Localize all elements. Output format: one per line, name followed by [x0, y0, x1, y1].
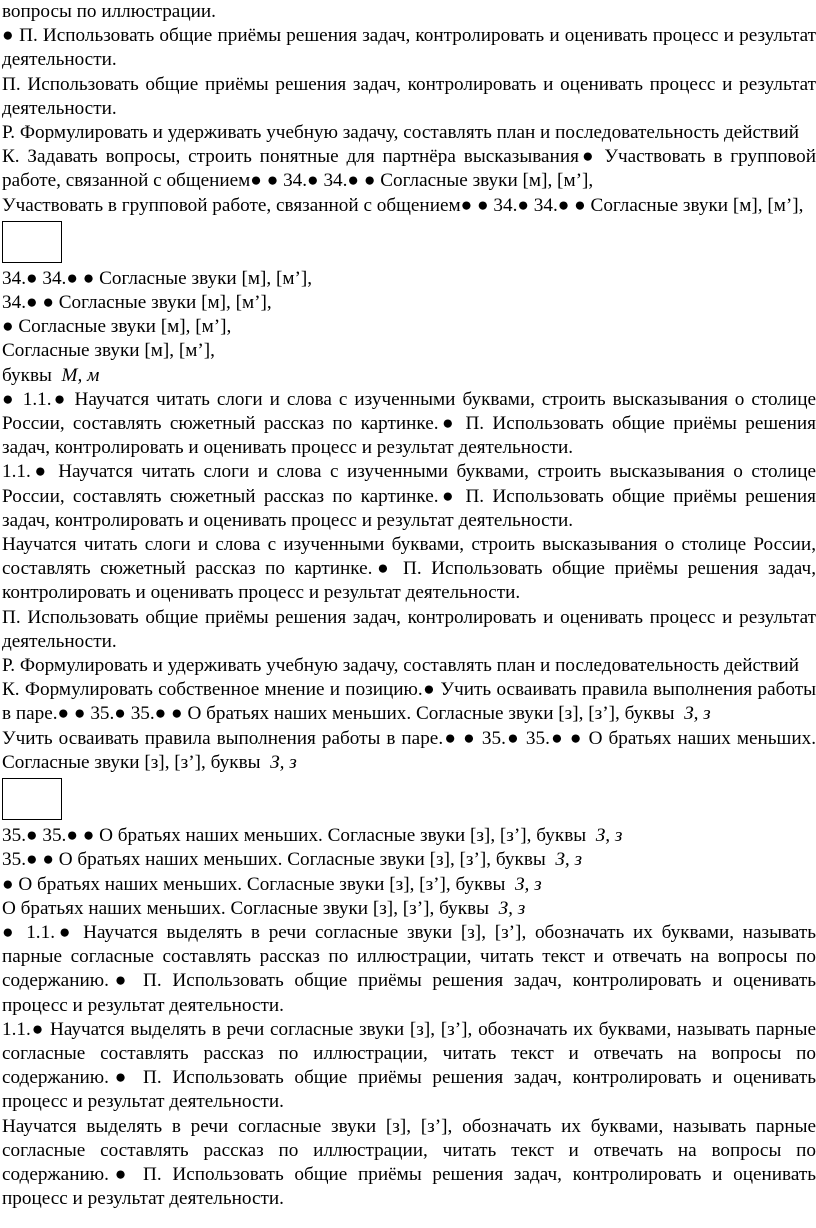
text-line-8: 34.● ● Согласные звуки [м], [м’], [2, 292, 272, 314]
text-paragraph-2: ● П. Использовать общие приёмы решения задач, контролировать и оценивать процесс и результат деятельности. [2, 25, 816, 71]
text-paragraph-16: Р. Формулировать и удерживать учебную задачу, составлять план и последовательность действий [2, 655, 800, 677]
text-line-21 [2, 873, 816, 897]
letters-italic: З, з [684, 703, 711, 725]
text-line-10: Согласные звуки [м], [м’], [2, 340, 215, 362]
text-paragraph-5: К. Задавать вопросы, строить понятные для партнёра высказывания● Участвовать в групповой работе, связанной с общением● ● 34.● 34.● ● Согласные звуки [м], [м’], [2, 146, 816, 192]
text-paragraph-18 [2, 727, 816, 775]
empty-image-box [2, 221, 62, 263]
letters-italic: З, з [270, 751, 297, 773]
line-19-text: 35.● 35.● ● О братьях наших меньших. Согласные звуки [з], [з’], буквы [2, 825, 587, 847]
letters-italic: З, з [595, 825, 623, 847]
text-paragraph-25: Научатся выделять в речи согласные звуки [з], [з’], обозначать их буквами, называть парные согласные составлять рассказ по иллюстрации, читать текст и отвечать на вопросы по содержанию.● П. Использовать общие приёмы решения задач, контролировать и оценивать процесс и результат деятельности. [2, 1115, 816, 1210]
text-line-20 [2, 848, 816, 872]
text-line-11 [2, 364, 816, 388]
text-paragraph-13: 1.1.● Научатся читать слоги и слова с изученными буквами, строить высказывания о столице России, составлять сюжетный рассказ по картинке.● П. Использовать общие приёмы решения задач, контролировать и оценивать процесс и результат деятельности. [2, 461, 816, 531]
line-22-text: О братьях наших меньших. Согласные звуки [з], [з’], буквы [2, 897, 490, 919]
text-paragraph-17 [2, 678, 816, 726]
text-paragraph-23: ● 1.1.● Научатся выделять в речи согласные звуки [з], [з’], обозначать их буквами, называть парные согласные составлять рассказ по иллюстрации, читать текст и отвечать на вопросы по содержанию.● П. Использовать общие приёмы решения задач, контролировать и оценивать процесс и результат деятельности. [2, 921, 816, 1016]
text-paragraph-15: П. Использовать общие приёмы решения задач, контролировать и оценивать процесс и результат деятельности. [2, 606, 816, 652]
letters-italic: З, з [555, 849, 582, 871]
letters-label: буквы [2, 364, 52, 386]
line-20-text: 35.● ● О братьях наших меньших. Согласные звуки [з], [з’], буквы [2, 849, 546, 871]
text-paragraph-14: Научатся читать слоги и слова с изученными буквами, строить высказывания о столице России, составлять сюжетный рассказ по картинке.● П. Использовать общие приёмы решения задач, контролировать и оценивать процесс и результат деятельности. [2, 534, 816, 604]
text-line-1: вопросы по иллюстрации. [2, 1, 216, 22]
paragraph-17-text: К. Формулировать собственное мнение и позицию.● Учить осваивать правила выполнения работы в паре.● ● 35.● 35.● ● О братьях наших меньших. Согласные звуки [з], [з’], буквы [2, 679, 816, 725]
letters-italic: З, з [498, 897, 526, 919]
text-line-9: ● Согласные звуки [м], [м’], [2, 316, 232, 338]
text-paragraph-6: Участвовать в групповой работе, связанной с общением● ● 34.● 34.● ● Согласные звуки [м], [м’], [2, 194, 804, 216]
text-paragraph-4: Р. Формулировать и удерживать учебную задачу, составлять план и последовательность действий [2, 122, 800, 144]
text-line-22 [2, 897, 816, 921]
text-line-19 [2, 824, 816, 848]
empty-image-box [2, 778, 62, 820]
text-paragraph-12: ● 1.1.● Научатся читать слоги и слова с изученными буквами, строить высказывания о столице России, составлять сюжетный рассказ по картинке.● П. Использовать общие приёмы решения задач, контролировать и оценивать процесс и результат деятельности. [2, 388, 816, 459]
letters-italic: М, м [61, 364, 100, 386]
text-line-7: 34.● 34.● ● Согласные звуки [м], [м’], [2, 267, 313, 289]
text-paragraph-24: 1.1.● Научатся выделять в речи согласные звуки [з], [з’], обозначать их буквами, называть парные согласные составлять рассказ по иллюстрации, читать текст и отвечать на вопросы по содержанию.● П. Использовать общие приёмы решения задач, контролировать и оценивать процесс и результат деятельности. [2, 1018, 816, 1113]
letters-italic: З, з [515, 873, 542, 895]
paragraph-18-text: Учить осваивать правила выполнения работы в паре.● ● 35.● 35.● ● О братьях наших меньших. Согласные звуки [з], [з’], буквы [2, 727, 816, 773]
text-paragraph-3: П. Использовать общие приёмы решения задач, контролировать и оценивать процесс и результат деятельности. [2, 73, 816, 119]
line-21-text: ● О братьях наших меньших. Согласные звуки [з], [з’], буквы [2, 873, 506, 895]
